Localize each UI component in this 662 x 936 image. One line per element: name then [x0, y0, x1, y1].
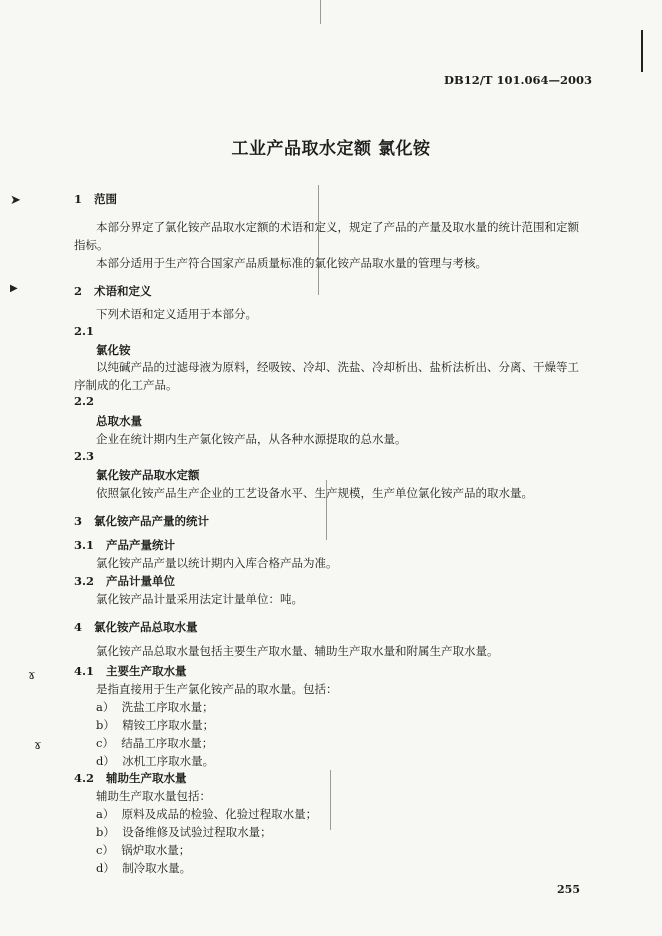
list-item — [96, 859, 191, 877]
list-marker: c） — [96, 843, 114, 857]
section-title: 氯化铵产品产量的统计 — [94, 514, 210, 528]
page-number: 255 — [557, 883, 580, 896]
scan-artifact-line — [320, 0, 321, 24]
list-marker: a） — [96, 807, 115, 821]
term-number: 2.3 — [74, 449, 95, 463]
list-text: 精铵工序取水量； — [122, 718, 215, 732]
term-definition: 企业在统计期内生产氯化铵产品，从各种水源提取的总水量。 — [96, 432, 407, 446]
subsection-heading — [74, 537, 175, 553]
paragraph: 氯化铵产品计量采用法定计量单位：吨。 — [96, 592, 303, 606]
list-marker: d） — [96, 861, 115, 875]
subsection-number: 4.1 — [74, 664, 95, 678]
list-item — [96, 734, 213, 752]
subsection-number: 3.2 — [74, 574, 95, 588]
scan-artifact-line — [330, 770, 331, 830]
section-number: 3 — [74, 514, 83, 528]
term-number: 2.1 — [74, 324, 95, 338]
paragraph: 本部分界定了氯化铵产品取水定额的术语和定义，规定了产品的产量及取水量的统计范围和定额指标。 — [74, 220, 579, 252]
list-text: 原料及成品的检验、化验过程取水量； — [121, 807, 318, 821]
list-marker: b） — [96, 718, 115, 732]
list-text: 制冷取水量。 — [122, 861, 192, 875]
margin-arrow-icon: ▶ — [10, 283, 18, 294]
paragraph: 氯化铵产品总取水量包括主要生产取水量、辅助生产取水量和附属生产取水量。 — [96, 644, 499, 658]
list-text: 洗盐工序取水量； — [121, 700, 214, 714]
margin-mark-icon: ɤ — [34, 738, 42, 753]
subsection-number: 4.2 — [74, 771, 95, 785]
list-item — [96, 716, 214, 734]
scan-edge-mark — [641, 30, 643, 72]
section-3-heading — [74, 513, 209, 529]
term-definition: 以纯碱产品的过滤母液为原料，经吸铵、冷却、洗盐、冷却析出、盐析法析出、分离、干燥等工序制成的化工产品。 — [74, 360, 579, 392]
term-name: 氯化铵 — [96, 343, 131, 357]
list-text: 冰机工序取水量。 — [122, 754, 215, 768]
subsection-title: 产品计量单位 — [106, 574, 176, 588]
list-text: 锅炉取水量； — [121, 843, 191, 857]
list-marker: c） — [96, 736, 114, 750]
section-number: 4 — [74, 620, 83, 634]
margin-mark-icon: ɤ — [28, 668, 36, 683]
paragraph: 氯化铵产品产量以统计期内入库合格产品为准。 — [96, 556, 338, 570]
section-number: 1 — [74, 192, 83, 206]
list-item — [96, 805, 317, 823]
subsection-heading — [74, 573, 175, 589]
list-marker: a） — [96, 700, 115, 714]
subsection-title: 主要生产取水量 — [106, 664, 187, 678]
paragraph: 辅助生产取水量包括： — [96, 789, 211, 803]
section-title: 范围 — [94, 192, 118, 206]
list-item — [96, 752, 214, 770]
paragraph: 是指直接用于生产氯化铵产品的取水量。包括： — [96, 682, 338, 696]
section-number: 2 — [74, 284, 83, 298]
section-title: 氯化铵产品总取水量 — [94, 620, 198, 634]
term-number: 2.2 — [74, 394, 95, 408]
paragraph: 本部分适用于生产符合国家产品质量标准的氯化铵产品取水量的管理与考核。 — [96, 256, 487, 270]
list-text: 设备维修及试验过程取水量； — [122, 825, 272, 839]
list-item — [96, 823, 272, 841]
list-item — [96, 841, 190, 859]
section-title: 术语和定义 — [94, 284, 152, 298]
section-1-heading — [74, 191, 117, 207]
subsection-title: 辅助生产取水量 — [106, 771, 187, 785]
section-4-heading — [74, 619, 198, 635]
subsection-heading — [74, 663, 187, 679]
paragraph: 下列术语和定义适用于本部分。 — [96, 307, 257, 321]
term-name: 总取水量 — [96, 414, 142, 428]
section-2-heading — [74, 283, 152, 299]
list-marker: b） — [96, 825, 115, 839]
subsection-heading — [74, 770, 187, 786]
list-item — [96, 698, 214, 716]
term-name: 氯化铵产品取水定额 — [96, 468, 200, 482]
term-definition: 依照氯化铵产品生产企业的工艺设备水平、生产规模，生产单位氯化铵产品的取水量。 — [96, 486, 533, 500]
document-title: 工业产品取水定额 氯化铵 — [231, 139, 431, 159]
subsection-number: 3.1 — [74, 538, 95, 552]
list-text: 结晶工序取水量； — [121, 736, 214, 750]
list-marker: d） — [96, 754, 115, 768]
margin-arrow-icon: ➤ — [10, 193, 21, 208]
subsection-title: 产品产量统计 — [106, 538, 176, 552]
standard-code: DB12/T 101.064—2003 — [444, 73, 592, 87]
